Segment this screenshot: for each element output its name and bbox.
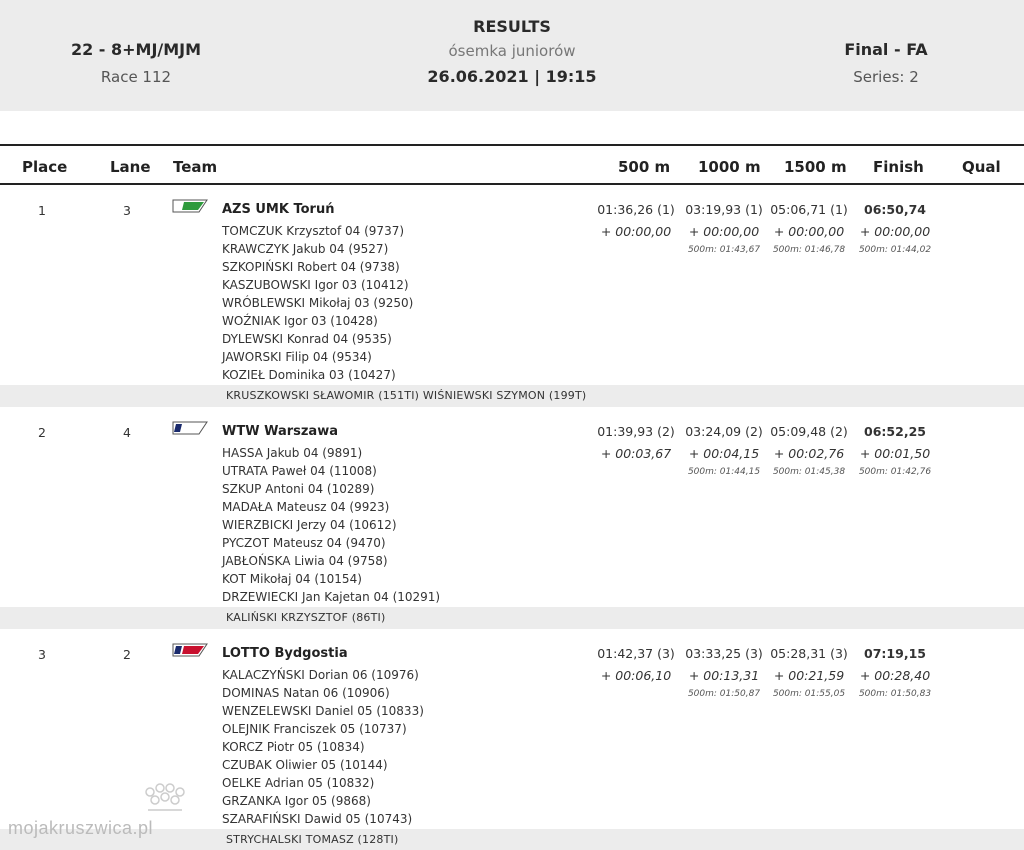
place-value: 3: [38, 647, 46, 662]
split-split: [593, 243, 679, 257]
race-datetime: 26.06.2021 | 19:15: [427, 67, 597, 86]
split-time: 03:19,93 (1): [685, 202, 763, 217]
coach-names: STRYCHALSKI TOMASZ (128TI): [226, 833, 399, 846]
split-diff: + 00:06,10: [600, 668, 672, 683]
split-time: 03:33,25 (3): [685, 646, 763, 661]
team-name: LOTTO Bydgostia: [222, 646, 348, 661]
page-title: RESULTS: [473, 17, 551, 36]
split-finish: [852, 199, 938, 257]
col-1000m: 1000 m: [698, 158, 761, 176]
crew-member: DRZEWIECKI Jan Kajetan 04 (10291): [222, 590, 441, 604]
team-block: [222, 646, 424, 828]
split-diff: + 00:02,76: [773, 446, 845, 461]
table-row: [0, 407, 1024, 629]
split-split: 500m: 01:44,15: [687, 467, 761, 477]
split-diff: + 00:21,59: [773, 668, 845, 683]
crew-member: KOT Mikołaj 04 (10154): [222, 572, 362, 586]
event-code: 22 - 8+MJ/MJM: [70, 40, 202, 59]
crown-logo-icon: [140, 780, 190, 816]
crew-member: WRÓBLEWSKI Mikołaj 03 (9250): [222, 296, 414, 310]
split-m1500: [766, 421, 852, 479]
crew-member: WOŹNIAK Igor 03 (10428): [222, 314, 378, 328]
split-split: [593, 687, 679, 701]
col-lane: Lane: [110, 158, 151, 176]
split-split: 500m: 01:46,78: [772, 245, 846, 255]
site-watermark: [8, 780, 208, 840]
crew-member: HASSA Jakub 04 (9891): [222, 446, 363, 460]
lane-value: 4: [123, 425, 131, 440]
coach-names: KRUSZKOWSKI SŁAWOMIR (151TI) WIŚNIEWSKI SZYMON (199T): [226, 389, 587, 402]
place-value: 2: [38, 425, 46, 440]
split-split: 500m: 01:55,05: [772, 689, 846, 699]
team-block: [222, 202, 413, 384]
split-time: 06:52,25: [864, 424, 926, 439]
team-block: [222, 424, 440, 606]
split-m500: [593, 199, 679, 257]
col-qual: Qual: [962, 158, 1001, 176]
club-flag-icon: [172, 421, 208, 435]
crew-member: WENZELEWSKI Daniel 05 (10833): [222, 704, 424, 718]
page-subtitle: ósemka juniorów: [448, 42, 576, 60]
team-name: WTW Warszawa: [222, 424, 338, 439]
crew-member: KRAWCZYK Jakub 04 (9527): [222, 242, 389, 256]
split-diff: + 00:03,67: [600, 446, 672, 461]
split-m1000: [681, 643, 767, 701]
table-body: [0, 185, 1024, 850]
split-diff: + 00:13,31: [688, 668, 760, 683]
crew-member: MADAŁA Mateusz 04 (9923): [222, 500, 390, 514]
crew-member: KOZIEŁ Dominika 03 (10427): [222, 368, 396, 382]
split-time: 05:06,71 (1): [770, 202, 848, 217]
split-time: 03:24,09 (2): [685, 424, 763, 439]
split-time: 01:36,26 (1): [597, 202, 675, 217]
event-info: [36, 40, 236, 86]
crew-member: CZUBAK Oliwier 05 (10144): [222, 758, 388, 772]
split-m1000: [681, 199, 767, 257]
split-split: 500m: 01:43,67: [687, 245, 761, 255]
team-name: AZS UMK Toruń: [222, 202, 335, 217]
split-split: 500m: 01:45,38: [772, 467, 846, 477]
col-500m: 500 m: [618, 158, 671, 176]
results-header: [0, 0, 1024, 111]
split-m500: [593, 643, 679, 701]
crew-member: SZKOPIŃSKI Robert 04 (9738): [222, 260, 400, 274]
race-number: Race 112: [100, 68, 172, 86]
crew-member: JAWORSKI Filip 04 (9534): [222, 350, 372, 364]
coach-bar: [0, 607, 1024, 629]
club-flag-icon: [172, 199, 208, 213]
table-header: [0, 144, 1024, 185]
crew-member: TOMCZUK Krzysztof 04 (9737): [222, 224, 405, 238]
split-split: [593, 465, 679, 479]
col-place: Place: [22, 158, 68, 176]
watermark-text: mojakruszwica.pl: [8, 818, 154, 838]
split-diff: + 00:00,00: [600, 224, 672, 239]
crew-member: KORCZ Piotr 05 (10834): [222, 740, 365, 754]
col-team: Team: [173, 158, 218, 176]
crew-member: DYLEWSKI Konrad 04 (9535): [222, 332, 392, 346]
lane-value: 2: [123, 647, 131, 662]
split-time: 06:50,74: [864, 202, 926, 217]
split-split: 500m: 01:44,02: [858, 245, 932, 255]
split-m500: [593, 421, 679, 479]
crew-member: DOMINAS Natan 06 (10906): [222, 686, 390, 700]
col-finish: Finish: [873, 158, 924, 176]
split-time: 01:39,93 (2): [597, 424, 675, 439]
lane-value: 3: [123, 203, 131, 218]
crew-member: KALACZYŃSKI Dorian 06 (10976): [222, 668, 419, 682]
split-diff: + 00:00,00: [859, 224, 931, 239]
crew-member: OLEJNIK Franciszek 05 (10737): [222, 722, 407, 736]
place-value: 1: [38, 203, 46, 218]
split-diff: + 00:28,40: [859, 668, 931, 683]
split-split: 500m: 01:42,76: [858, 467, 932, 477]
crew-member: SZARAFIŃSKI Dawid 05 (10743): [222, 812, 413, 826]
split-finish: [852, 421, 938, 479]
split-m1500: [766, 643, 852, 701]
crew-member: PYCZOT Mateusz 04 (9470): [222, 536, 386, 550]
coach-bar: [0, 385, 1024, 407]
coach-names: KALIŃSKI KRZYSZTOF (86TI): [226, 611, 386, 624]
split-diff: + 00:00,00: [773, 224, 845, 239]
split-diff: + 00:00,00: [688, 224, 760, 239]
split-diff: + 00:04,15: [688, 446, 760, 461]
crew-member: SZKUP Antoni 04 (10289): [222, 482, 375, 496]
split-diff: + 00:01,50: [859, 446, 931, 461]
race-phase: Final - FA: [844, 40, 928, 59]
split-m1000: [681, 421, 767, 479]
split-time: 01:42,37 (3): [597, 646, 675, 661]
split-m1500: [766, 199, 852, 257]
phase-info: [786, 40, 986, 86]
split-time: 05:09,48 (2): [770, 424, 848, 439]
split-finish: [852, 643, 938, 701]
crew-member: UTRATA Paweł 04 (11008): [222, 464, 377, 478]
race-series: Series: 2: [853, 68, 919, 86]
table-row: [0, 185, 1024, 407]
crew-member: GRZANKA Igor 05 (9868): [222, 794, 371, 808]
split-time: 05:28,31 (3): [770, 646, 848, 661]
title-block: [362, 17, 662, 86]
col-1500m: 1500 m: [784, 158, 847, 176]
split-split: 500m: 01:50,87: [687, 689, 761, 699]
crew-member: KASZUBOWSKI Igor 03 (10412): [222, 278, 409, 292]
results-table: [0, 144, 1024, 850]
split-split: 500m: 01:50,83: [858, 689, 932, 699]
club-flag-icon: [172, 643, 208, 657]
crew-member: WIERZBICKI Jerzy 04 (10612): [222, 518, 397, 532]
crew-member: OELKE Adrian 05 (10832): [222, 776, 375, 790]
crew-member: JABŁOŃSKA Liwia 04 (9758): [222, 554, 388, 568]
split-time: 07:19,15: [864, 646, 926, 661]
